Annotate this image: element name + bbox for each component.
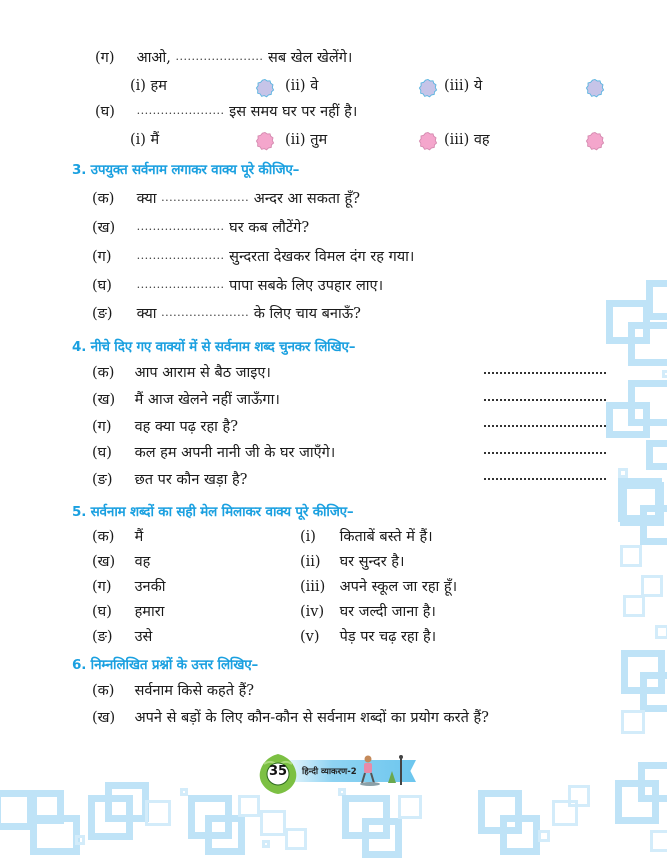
q4-item [92, 417, 238, 437]
option-text: (ii) वे [285, 78, 319, 94]
q4-item [92, 443, 335, 463]
item-label: (ख) [92, 392, 116, 408]
item-text: हमारा [134, 604, 165, 620]
option-radio-flower-pink[interactable] [255, 131, 275, 151]
decor-square [105, 782, 149, 822]
item-suffix: अन्दर आ सकता हूँ? [253, 191, 360, 207]
decor-square [0, 790, 34, 830]
item-label: (घ) [92, 604, 112, 620]
item-text: सर्वनाम किसे कहते हैं? [134, 683, 255, 699]
option-text: (i) हम [130, 78, 167, 94]
item-text: पेड़ पर चढ़ रहा है। [339, 629, 437, 645]
item-label: (ग) [92, 419, 112, 435]
option-radio-flower-pink[interactable] [418, 131, 438, 151]
decor-square [75, 835, 85, 845]
decor-square [238, 795, 260, 817]
decor-square [628, 322, 667, 366]
q5-right-item [300, 527, 433, 547]
item-label: (i) [300, 529, 316, 545]
item-label: (घ) [95, 104, 115, 120]
item-text: अपने से बड़ों के लिए कौन-कौन से सर्वनाम शब्दों का प्रयोग करते हैं? [134, 710, 489, 726]
item-label: (ग) [95, 50, 115, 66]
decor-square [568, 785, 590, 807]
q3-item [92, 303, 361, 324]
item-label: (ङ) [92, 472, 113, 488]
walking-child-illustration-icon [354, 753, 406, 787]
q4-heading: 4. नीचे दिए गए वाक्यों में से सर्वनाम शब्द चुनकर लिखिए– [72, 339, 356, 355]
item-text: उनकी [134, 579, 166, 595]
item-label: (घ) [92, 278, 112, 294]
answer-blank[interactable] [484, 423, 606, 427]
option-text: (i) मैं [130, 132, 160, 148]
item-suffix: सब खेल खेलेंगे। [268, 50, 353, 66]
answer-blank[interactable] [484, 450, 606, 454]
decor-square [662, 370, 667, 378]
decor-square [500, 815, 540, 855]
item-text: घर सुन्दर है। [339, 554, 405, 570]
item-label: (ङ) [92, 629, 113, 645]
item-label: (क) [92, 365, 115, 381]
answer-blank[interactable] [484, 397, 606, 401]
item-label: (घ) [92, 445, 112, 461]
decor-square [145, 800, 171, 826]
decor-square [646, 440, 667, 470]
item-label: (ख) [92, 554, 116, 570]
q5-left-item [92, 627, 152, 647]
q4-item [92, 363, 271, 383]
page-number: 35 [268, 764, 288, 779]
item-suffix: सुन्दरता देखकर विमल दंग रह गया। [229, 249, 415, 265]
decor-square [641, 575, 663, 597]
q4-item [92, 470, 247, 490]
option-radio-flower-blue[interactable] [585, 78, 605, 98]
item-prefix: क्या [136, 306, 157, 322]
item-text: उसे [134, 629, 153, 645]
item-text: मैं आज खेलने नहीं जाऊँगा। [134, 392, 280, 408]
decor-square [640, 672, 667, 712]
item-text: वह क्या पढ़ रहा है? [134, 419, 238, 435]
answer-blank[interactable] [484, 370, 606, 374]
decor-square [650, 830, 667, 852]
q5-heading: 5. सर्वनाम शब्दों का सही मेल मिलाकर वाक्य पूरे कीजिए– [72, 504, 354, 520]
decor-square [180, 788, 188, 796]
item-label: (ङ) [92, 306, 113, 322]
q3-item [92, 188, 360, 209]
decor-square [362, 818, 402, 858]
blank-line[interactable]: ...................... [161, 306, 250, 319]
item-label: (ii) [300, 554, 321, 570]
q5-right-item [300, 552, 404, 572]
item-label: (ख) [92, 220, 116, 236]
decor-square [621, 710, 645, 734]
decor-square [623, 595, 645, 617]
item-label: (क) [92, 191, 115, 207]
q3-heading: 3. उपयुक्त सर्वनाम लगाकर वाक्य पूरे कीजिए– [72, 162, 300, 178]
q6-heading: 6. निम्नलिखित प्रश्नों के उत्तर लिखिए– [72, 657, 259, 673]
blank-line[interactable]: ...................... [175, 50, 264, 63]
decor-square [538, 830, 550, 842]
q5-left-item [92, 527, 143, 547]
item-label: (ग) [92, 249, 112, 265]
decor-square [620, 545, 642, 567]
option-text: (ii) तुम [285, 132, 328, 148]
q5-right-item [300, 602, 436, 622]
q3-item [92, 246, 414, 267]
option-radio-flower-pink[interactable] [585, 131, 605, 151]
blank-line[interactable]: ...................... [136, 104, 225, 117]
q5-left-item [92, 577, 166, 597]
item-label: (क) [92, 529, 115, 545]
option-radio-flower-blue[interactable] [255, 78, 275, 98]
option-text: (iii) ये [444, 78, 483, 94]
item-prefix: क्या [136, 191, 157, 207]
blank-line[interactable]: ...................... [136, 249, 225, 262]
option-radio-flower-blue[interactable] [418, 78, 438, 98]
item-label: (v) [300, 629, 320, 645]
item-text: आप आराम से बैठ जाइए। [134, 365, 271, 381]
decor-square [618, 468, 628, 478]
item-text: घर जल्दी जाना है। [339, 604, 436, 620]
item-label: (ख) [92, 710, 116, 726]
item-label: (ग) [92, 579, 112, 595]
item-suffix: इस समय घर पर नहीं है। [229, 104, 358, 120]
answer-blank[interactable] [484, 476, 606, 480]
q5-left-item [92, 552, 150, 572]
blank-line[interactable]: ...................... [161, 191, 250, 204]
q2-item-gha [95, 101, 357, 122]
decor-square [398, 795, 422, 819]
q4-item [92, 390, 280, 410]
item-text: कल हम अपनी नानी जी के घर जाएँगे। [134, 445, 336, 461]
item-text: किताबें बस्ते में हैं। [339, 529, 433, 545]
item-text: वह [134, 554, 151, 570]
q5-right-item [300, 627, 436, 647]
q3-item [92, 217, 309, 238]
item-text: छत पर कौन खड़ा है? [134, 472, 248, 488]
decor-square [30, 815, 80, 855]
q6-item [92, 708, 489, 728]
item-suffix: के लिए चाय बनाऊँ? [253, 306, 361, 322]
item-label: (क) [92, 683, 115, 699]
item-suffix: घर कब लौटेंगे? [229, 220, 310, 236]
book-title: हिन्दी व्याकरण-2 [302, 767, 357, 777]
q5-right-item [300, 577, 457, 597]
item-text: अपने स्कूल जा रहा हूँ। [339, 579, 458, 595]
blank-line[interactable]: ...................... [136, 278, 225, 291]
decor-square [655, 625, 667, 639]
blank-line[interactable]: ...................... [136, 220, 225, 233]
option-text: (iii) वह [444, 132, 490, 148]
decor-square [260, 810, 286, 836]
q6-item [92, 681, 254, 701]
decor-square [606, 402, 650, 438]
decor-square [638, 762, 667, 802]
item-suffix: पापा सबके लिए उपहार लाए। [229, 278, 384, 294]
item-text: मैं [134, 529, 144, 545]
item-label: (iv) [300, 604, 325, 620]
decor-square [205, 815, 245, 855]
item-label: (iii) [300, 579, 326, 595]
q3-item [92, 275, 383, 296]
q2-item-ga [95, 47, 352, 68]
decor-square [640, 505, 667, 545]
item-prefix: आओ, [136, 50, 171, 66]
q5-left-item [92, 602, 164, 622]
